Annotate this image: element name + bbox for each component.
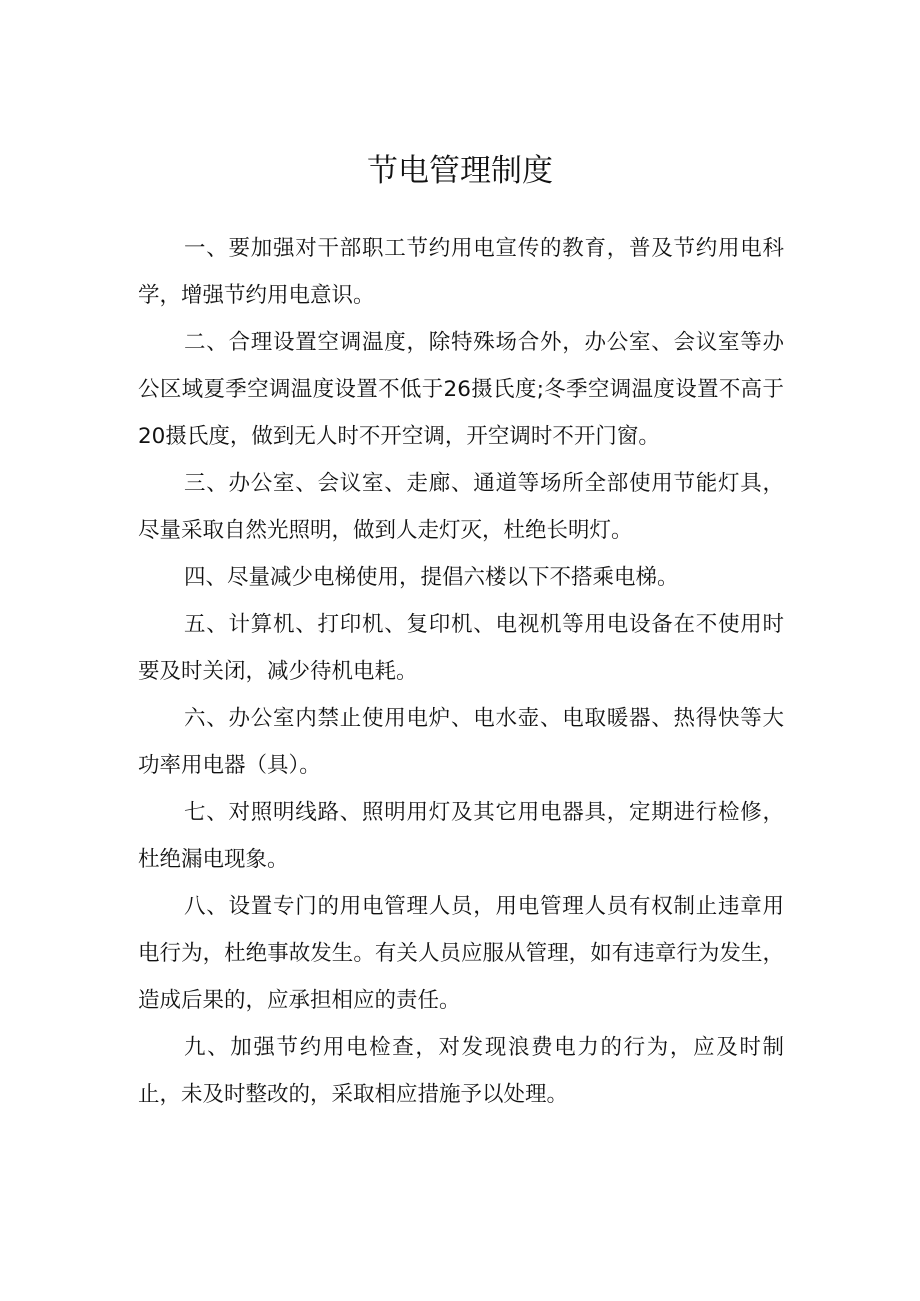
document-body [138,225,784,1118]
paragraph-9: 九、加强节约用电检查，对发现浪费电力的行为，应及时制止，未及时整改的，采取相应措施予以处理。 [138,1035,784,1107]
paragraph-2: 二、合理设置空调温度，除特殊场合外，办公室、会议室等办公区域夏季空调温度设置不低于26摄氏度;冬季空调温度设置不高于20摄氏度，做到无人时不开空调，开空调时不开门窗。 [138,330,784,449]
paragraph-6: 六、办公室内禁止使用电炉、电水壶、电取暖器、热得快等大功率用电器（具）。 [138,706,784,778]
paragraph-4: 四、尽量减少电梯使用，提倡六楼以下不搭乘电梯。 [184,565,679,590]
paragraph-5: 五、计算机、打印机、复印机、电视机等用电设备在不使用时要及时关闭，减少待机电耗。 [138,612,784,684]
paragraph-8: 八、设置专门的用电管理人员，用电管理人员有权制止违章用电行为，杜绝事故发生。有关人员应服从管理，如有违章行为发生，造成后果的，应承担相应的责任。 [138,894,784,1013]
paragraph-1: 一、要加强对干部职工节约用电宣传的教育，普及节约用电科学，增强节约用电意识。 [138,236,784,308]
page-title: 节电管理制度 [367,153,553,189]
paragraph-3: 三、办公室、会议室、走廊、通道等场所全部使用节能灯具，尽量采取自然光照明，做到人走灯灭，杜绝长明灯。 [138,471,784,543]
paragraph-7: 七、对照明线路、照明用灯及其它用电器具，定期进行检修，杜绝漏电现象。 [138,800,784,872]
